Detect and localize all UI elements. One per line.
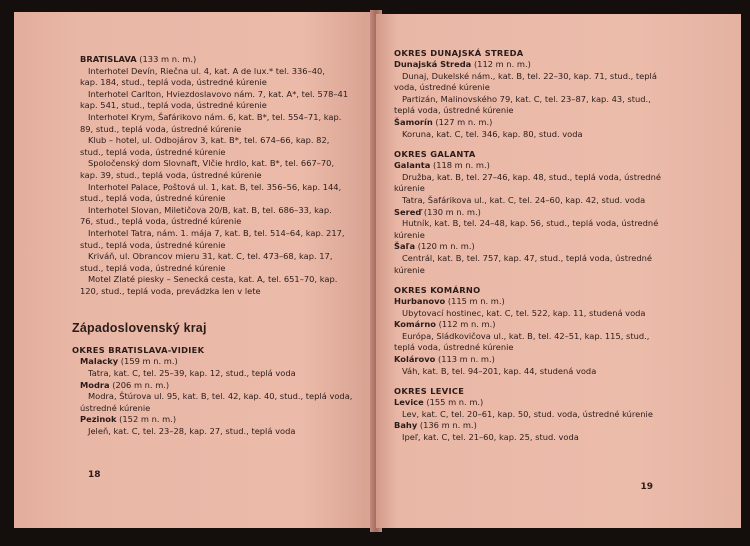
city-name: Šamorín [394, 116, 433, 127]
city-name: Pezinok [80, 414, 117, 425]
city-name: Hurbanovo [394, 296, 446, 307]
city-heading [80, 356, 362, 368]
hotel-line: kap. 184, stud., teplá voda, ústredné kúrenie [80, 77, 267, 88]
city-altitude: (120 m n. m.) [417, 241, 475, 252]
hotel-line: ústredné kúrenie [80, 402, 151, 413]
city-heading [394, 117, 721, 129]
hotel-line: Centrál, kat. B, tel. 757, kap. 47, stud., teplá voda, ústredné [402, 252, 652, 263]
city-heading [394, 296, 721, 308]
city-name: Šaľa [394, 241, 416, 252]
district-heading: OKRES LEVICE [394, 386, 465, 397]
hotel-line: Koruna, kat. C, tel. 346, kap. 80, stud. voda [402, 128, 583, 139]
hotel-line: Motel Zlaté piesky – Senecká cesta, kat. A, tel. 651–70, kap. [88, 274, 338, 285]
place-entry [394, 241, 721, 276]
city-heading [80, 380, 362, 392]
hotel-line: Kriváň, ul. Obrancov mieru 31, kat. C, tel. 473–68, kap. 17, [88, 251, 333, 262]
hotel-line: stud., teplá voda, ústredné kúrenie [80, 262, 226, 273]
hotel-line: Európa, Sládkovičova ul., kat. B, tel. 42–51, kap. 115, stud., [402, 330, 650, 341]
city-name: BRATISLAVA [80, 54, 137, 64]
district-heading: OKRES DUNAJSKÁ STREDA [394, 48, 524, 58]
hotel-line: Interhotel Devín, Riečna ul. 4, kat. A de lux.* tel. 336–40, [88, 65, 325, 76]
city-altitude: (152 m n. m.) [119, 414, 177, 425]
hotel-line: Ipeľ, kat. C, tel. 21–60, kap. 25, stud. voda [402, 432, 579, 443]
hotel-line: 89, stud., teplá voda, ústredné kúrenie [80, 123, 242, 134]
hotel-line: teplá voda, ústredné kúrenie [394, 105, 514, 116]
hotel-line: kúrenie [394, 264, 425, 275]
district-heading: OKRES KOMÁRNO [394, 285, 481, 296]
city-heading [394, 420, 721, 432]
city-heading [394, 160, 721, 172]
hotel-line: 76, stud., teplá voda, ústredné kúrenie [80, 216, 242, 227]
hotel-line: Tatra, Šafárikova ul., kat. C, tel. 24–60, kap. 42, stud. voda [402, 194, 646, 205]
hotel-line: Interhotel Krym, Šafárikovo nám. 6, kat. B*, tel. 554–71, kap. [88, 111, 342, 122]
hotel-line: kap. 541, stud., teplá voda, ústredné kúrenie [80, 100, 267, 111]
place-entry [394, 160, 721, 206]
city-altitude: (112 m n. m.) [438, 319, 496, 330]
place-entry [394, 397, 721, 420]
place-entry [394, 117, 721, 140]
hotel-line: stud., teplá voda, ústredné kúrenie [80, 193, 226, 204]
place-entry [394, 296, 721, 319]
place-entry [394, 207, 721, 242]
hotel-line: Tatra, kat. C, tel. 25–39, kap. 12, stud., teplá voda [88, 368, 296, 379]
city-heading [394, 59, 721, 71]
hotel-line: Modra, Štúrova ul. 95, kat. B, tel. 42, kap. 40, stud., teplá voda, [88, 391, 353, 402]
place-entry [394, 420, 721, 443]
city-altitude: (133 m n. m.) [139, 54, 197, 64]
page-number: 18 [88, 470, 101, 480]
district-heading: OKRES GALANTA [394, 149, 476, 160]
bratislava-section [80, 54, 362, 297]
right-page [376, 14, 741, 528]
city-altitude: (206 m n. m.) [112, 379, 170, 390]
hotel-line: Váh, kat. B, tel. 94–201, kap. 44, studená voda [402, 365, 597, 376]
hotel-line: Ubytovací hostinec, kat. C, tel. 522, kap. 11, studená voda [402, 307, 646, 318]
hotel-line: stud., teplá voda, ústredné kúrenie [80, 239, 226, 250]
city-altitude: (159 m n. m.) [120, 356, 178, 367]
city-name: Sereď [394, 206, 422, 217]
hotel-line: Partizán, Malinovského 79, kat. C, tel. 23–87, kap. 43, stud., [402, 93, 651, 104]
city-heading [394, 241, 721, 253]
city-altitude: (113 m n. m.) [437, 354, 495, 365]
hotel-line: Interhotel Palace, Poštová ul. 1, kat. B, tel. 356–56, kap. 144, [88, 181, 342, 192]
hotel-line: kap. 39, stud., teplá voda, ústredné kúrenie [80, 169, 262, 180]
city-name: Bahy [394, 420, 418, 431]
hotel-line: Interhotel Slovan, Miletičova 20/B, kat. B, tel. 686–33, kap. [88, 204, 332, 215]
city-heading [394, 354, 721, 366]
city-name: Dunajská Streda [394, 59, 472, 69]
place-entry [394, 59, 721, 117]
hotel-line: Lev, kat. C, tel. 20–61, kap. 50, stud. voda, ústredné kúrenie [402, 408, 653, 419]
hotel-line: Družba, kat. B, tel. 27–46, kap. 48, stud., teplá voda, ústredné [402, 171, 661, 182]
hotel-line: Interhotel Tatra, nám. 1. mája 7, kat. B, tel. 514–64, kap. 217, [88, 227, 345, 238]
city-heading [80, 414, 362, 426]
city-name: Levice [394, 397, 424, 408]
city-altitude: (136 m n. m.) [419, 420, 477, 431]
hotel-line: stud., teplá voda, ústredné kúrenie [80, 146, 226, 157]
hotel-line: voda, ústredné kúrenie [394, 82, 490, 93]
city-heading [394, 397, 721, 409]
hotel-line: Klub – hotel, ul. Odbojárov 3, kat. B*, tel. 674–66, kap. 82, [88, 135, 330, 146]
place-entry [80, 414, 362, 437]
city-name: Galanta [394, 160, 431, 171]
city-altitude: (118 m n. m.) [432, 160, 490, 171]
hotel-line: 120, stud., teplá voda, prevádzka len v lete [80, 285, 261, 296]
place-entry [394, 319, 721, 354]
city-name: Malacky [80, 356, 119, 367]
page-number: 19 [640, 482, 653, 492]
city-altitude: (127 m n. m.) [435, 116, 493, 127]
city-altitude: (155 m n. m.) [426, 397, 484, 408]
city-altitude: (130 m n. m.) [423, 206, 481, 217]
hotel-line: Interhotel Carlton, Hviezdoslavovo nám. 7, kat. A*, tel. 578–41 [88, 88, 349, 99]
hotel-line: kúrenie [394, 229, 425, 240]
region-title: Západoslovenský kraj [72, 321, 207, 336]
hotel-line: Hutník, kat. B, tel. 24–48, kap. 56, stud., teplá voda, ústredné [402, 218, 659, 229]
place-entry [80, 380, 362, 415]
city-name: Modra [80, 379, 110, 390]
hotel-line: Spoločenský dom Slovnaft, Vlčie hrdlo, kat. B*, tel. 667–70, [88, 158, 335, 169]
city-heading [394, 319, 721, 331]
city-name: Kolárovo [394, 354, 436, 365]
hotel-line: kúrenie [394, 183, 425, 194]
city-heading [80, 54, 362, 66]
hotel-line: Jeleň, kat. C, tel. 23–28, kap. 27, stud., teplá voda [88, 426, 296, 437]
left-page [14, 12, 376, 528]
city-name: Komárno [394, 319, 436, 330]
city-altitude: (115 m n. m.) [447, 296, 505, 307]
city-altitude: (112 m n. m.) [473, 59, 531, 69]
city-heading [394, 207, 721, 219]
hotel-line: Dunaj, Dukelské nám., kat. B, tel. 22–30, kap. 71, stud., teplá [402, 70, 657, 81]
hotel-line: teplá voda, ústredné kúrenie [394, 342, 514, 353]
place-entry [394, 354, 721, 377]
district-heading: OKRES BRATISLAVA-VIDIEK [72, 345, 205, 356]
place-entry [80, 356, 362, 379]
